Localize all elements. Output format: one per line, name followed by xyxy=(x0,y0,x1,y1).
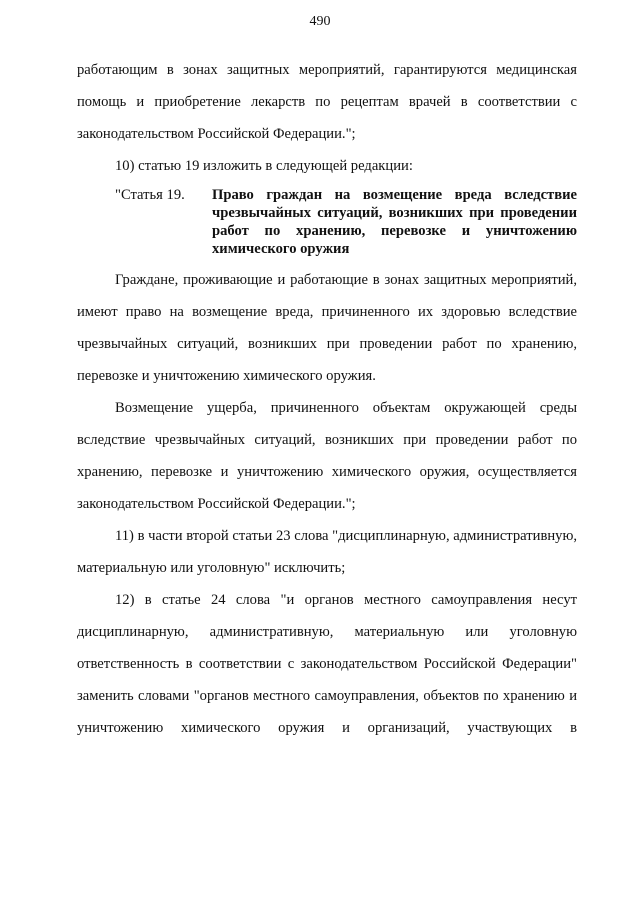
paragraph-citizens-rights: Граждане, проживающие и работающие в зонах защитных мероприятий, имеют право на возмещение вреда, причиненного их здоровью вследствие чрезвычайных ситуаций, возникших при проведении работ по хранению, перевозке и уничтожению химического оружия. xyxy=(77,272,577,384)
paragraph-item-11: 11) в части второй статьи 23 слова "дисциплинарную, административную, материальную или уголовную" исключить; xyxy=(77,528,577,576)
paragraph-item-10: 10) статью 19 изложить в следующей редакции: xyxy=(115,158,413,174)
document-body xyxy=(77,54,577,744)
article-label: "Статья 19. xyxy=(115,187,185,203)
paragraph-item-12: 12) в статье 24 слова "и органов местного самоуправления несут дисциплинарную, административную, материальную или уголовную ответственность в соответствии с законодательством Российской Федерации" заменить словами "органов местного самоуправления, объектов по хранению и уничтожению химического оружия и организаций, участвующих в xyxy=(77,592,577,736)
article-title: Право граждан на возмещение вреда вследствие чрезвычайных ситуаций, возникших при проведении работ по хранению, перевозке и уничтожению химического оружия xyxy=(212,187,577,257)
page-number: 490 xyxy=(309,14,331,29)
paragraph-continuation: работающим в зонах защитных мероприятий, гарантируются медицинская помощь и приобретение лекарств по рецептам врачей в соответствии с законодательством Российской Федерации."; xyxy=(77,62,577,142)
article-heading xyxy=(77,184,577,264)
paragraph-environment-damage: Возмещение ущерба, причиненного объектам окружающей среды вследствие чрезвычайных ситуаций, возникших при проведении работ по хранению, перевозке и уничтожению химического оружия, осуществляется законодательством Российской Федерации."; xyxy=(77,400,577,512)
